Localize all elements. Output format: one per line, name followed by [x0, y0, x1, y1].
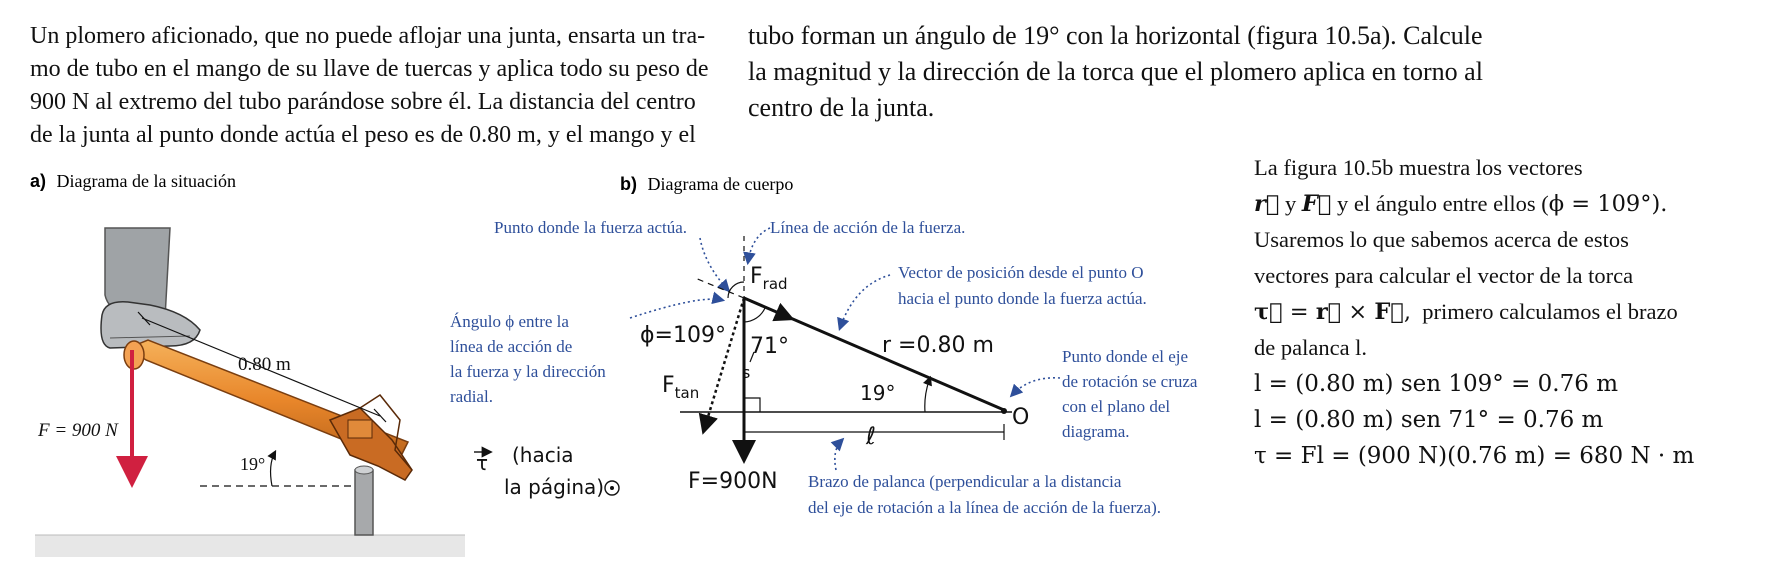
solution-panel — [1254, 150, 1764, 474]
torque-direction-note — [474, 443, 619, 499]
r-label: r =0.80 m — [882, 333, 994, 358]
annotation-angle-2: línea de acción de — [450, 337, 573, 356]
equation-1: l = (0.80 m) sen 109° = 0.76 m — [1254, 371, 1619, 397]
figure-b-label: b) — [620, 174, 637, 194]
annotation-axis-1: Punto donde el eje — [1062, 347, 1189, 366]
solution-line-2: r⃗ y F⃗ y el ángulo entre ellos (ϕ = 109°). — [1254, 191, 1668, 217]
f-rad-label: F — [750, 264, 763, 289]
phi-label: ϕ=109° — [640, 323, 726, 348]
distance-label: 0.80 m — [238, 354, 291, 375]
angle-71-label: 71° — [750, 334, 789, 359]
force-value-label: F=900N — [688, 469, 778, 494]
solution-line-1: La figura 10.5b muestra los vectores — [1254, 155, 1583, 180]
figure-b — [450, 174, 1198, 517]
annotation-axis-3: con el plano del — [1062, 397, 1171, 416]
tau-note-line2: la página) — [504, 475, 605, 499]
solution-line-6: de palanca l. — [1254, 335, 1368, 360]
f-rad-subscript: rad — [762, 275, 788, 293]
svg-text:a) Diagrama de la situac — [30, 171, 236, 191]
equation-3: τ = Fl = (900 N)(0.76 m) = 680 N · m — [1254, 443, 1695, 469]
paragraph-line: la magnitud y la dirección de la torca que el plomero aplica en torno al — [748, 57, 1483, 86]
tau-symbol: τ — [476, 451, 489, 475]
solution-line-4: vectores para calcular el vector de la torca — [1254, 263, 1634, 288]
figure-a — [30, 171, 465, 557]
angle-label: 19° — [240, 454, 266, 474]
annotation-force-point: Punto donde la fuerza actúa. — [494, 218, 688, 237]
svg-text:Frad — [750, 264, 788, 293]
joint-pipe — [355, 470, 373, 535]
paragraph-line: Un plomero aficionado, que no puede aflojar una junta, ensarta un tra- — [30, 23, 706, 49]
annotation-axis-4: diagrama. — [1062, 422, 1130, 441]
annotation-angle-4: radial. — [450, 387, 493, 406]
annotation-angle-1: Ángulo ϕ entre la — [450, 312, 569, 331]
leg-and-shoe — [101, 228, 200, 348]
paragraph-line: centro de la junta. — [748, 93, 935, 122]
lever-arm-label: ℓ — [866, 422, 876, 450]
solution-line-3: Usaremos lo que sabemos acerca de estos — [1254, 227, 1629, 252]
paragraph-line: tubo forman un ángulo de 19° con la horizontal (figura 10.5a). Calcule — [748, 21, 1483, 50]
annotation-axis-2: de rotación se cruza — [1062, 372, 1198, 391]
radial-component-arrow — [744, 298, 790, 318]
svg-text:Ftan — [662, 373, 699, 402]
angle-19-label: 19° — [860, 381, 896, 405]
paragraph-line: mo de tubo en el mango de su llave de tuercas y aplica todo su peso de — [30, 56, 709, 82]
annotation-line-of-action: Línea de acción de la fuerza. — [770, 218, 966, 237]
f-tan-label: F — [662, 373, 675, 398]
figure-b-title: Diagrama de cuerpo — [647, 174, 794, 194]
svg-text:b) Diagrama de cuerpo — [620, 174, 793, 194]
tau-note-line1: (hacia — [512, 443, 574, 467]
paragraph-line: 900 N al extremo del tubo parándose sobre él. La distancia del centro — [30, 89, 696, 115]
annotation-position-vector-1: Vector de posición desde el punto O — [898, 263, 1144, 282]
point-o-label: O — [1012, 405, 1030, 430]
force-label: F = 900 N — [38, 420, 118, 441]
f-tan-subscript: tan — [674, 384, 700, 402]
figure-a-label: a) — [30, 171, 47, 191]
tangential-component-arrow — [704, 298, 744, 430]
svg-text:s: s — [742, 363, 751, 382]
solution-line-5: τ⃗ = r⃗ × F⃗, primero calculamos el brazo — [1254, 299, 1678, 325]
annotation-lever-1: Brazo de palanca (perpendicular a la distancia — [808, 472, 1122, 491]
annotation-angle-3: la fuerza y la dirección — [450, 362, 606, 381]
annotation-lever-2: del eje de rotación a la línea de acción de la fuerza). — [808, 498, 1162, 517]
paragraph-line: de la junta al punto donde actúa el peso es de 0.80 m, y el mango y el — [30, 122, 696, 148]
annotation-position-vector-2: hacia el punto donde la fuerza actúa. — [898, 289, 1147, 308]
equation-2: l = (0.80 m) sen 71° = 0.76 m — [1254, 407, 1604, 433]
figure-a-title: Diagrama de la situación — [56, 171, 236, 191]
ground — [35, 535, 465, 557]
